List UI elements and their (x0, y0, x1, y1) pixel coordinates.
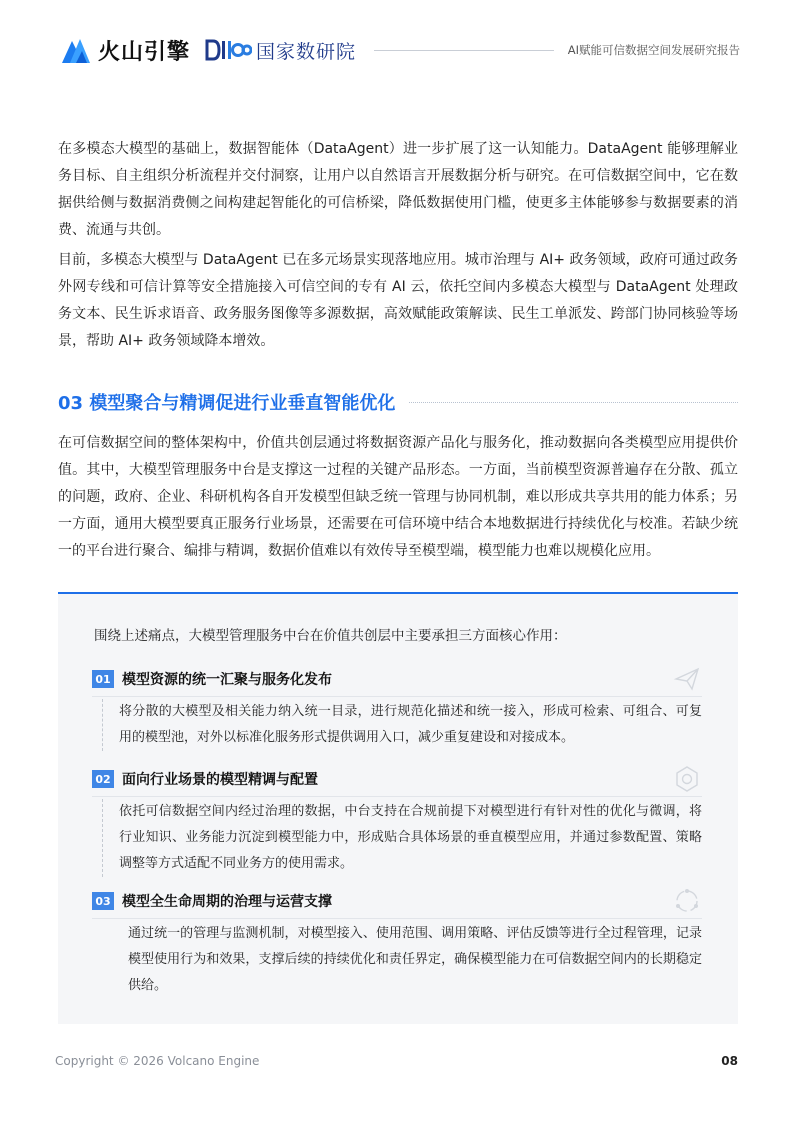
footer-copyright: Copyright © 2026 Volcano Engine (55, 1054, 260, 1068)
page-header (60, 30, 740, 70)
core-role-item (92, 668, 702, 751)
core-role-header (92, 890, 702, 912)
item-number-badge: 01 (92, 670, 114, 688)
core-role-header (92, 668, 702, 690)
core-roles-callout (58, 592, 738, 1024)
volcano-engine-wordmark: 火山引擎 (98, 39, 191, 65)
digital-institute-wordmark: 国家数研院 (256, 40, 357, 63)
item-number-badge: 03 (92, 892, 114, 910)
item-title: 模型全生命周期的治理与运营支撑 (122, 894, 332, 910)
volcano-mountain-icon (60, 35, 92, 65)
report-title: AI赋能可信数据空间发展研究报告 (567, 43, 740, 57)
paragraph-applications: 目前，多模态大模型与 DataAgent 已在多元场景实现落地应用。城市治理与 AI+ 政务领域，政府可通过政务外网专线和可信计算等安全措施接入可信空间的专有 AI 云，依托空间内多模态大模型与 DataAgent 处理政务文本、民生诉求语音、政务服务图像等多源数据，高效赋能政策解读、民生工单派发、跨部门协同核验等场景，帮助 AI+ 政务领域降本增效。 (58, 252, 738, 349)
item-body: 通过统一的管理与监测机制，对模型接入、使用范围、调用策略、评估反馈等进行全过程管理，记录模型使用行为和效果，支撑后续的持续优化和责任界定，确保模型能力在可信数据空间内的长期稳定供给。 (128, 926, 702, 993)
volcano-engine-logo (60, 35, 190, 66)
item-body: 依托可信数据空间内经过治理的数据，中台支持在合规前提下对模型进行有针对性的优化与微调，将行业知识、业务能力沉淀到模型能力中，形成贴合具体场景的垂直模型应用，并通过参数配置、策略调整等方式适配不同业务方的使用需求。 (102, 799, 702, 877)
paragraph-value-layer: 在可信数据空间的整体架构中，价值共创层通过将数据资源产品化与服务化，推动数据向各类模型应用提供价值。其中，大模型管理服务中台是支撑这一过程的关键产品形态。一方面，当前模型资源普遍存在分散、孤立的问题，政府、企业、科研机构各自开发模型但缺乏统一管理与协同机制，难以形成共享共用的能力体系；另一方面，通用大模型要真正服务行业场景，还需要在可信环境中结合本地数据进行持续优化与校准。若缺少统一的平台进行聚合、编排与精调，数据价值难以有效传导至模型端，模型能力也难以规模化应用。 (58, 435, 738, 559)
section-title: 03 模型聚合与精调促进行业垂直智能优化 (58, 393, 396, 414)
core-role-header (92, 768, 702, 790)
item-title: 模型资源的统一汇聚与服务化发布 (122, 672, 332, 688)
section-title-rule (409, 402, 738, 403)
item-title: 面向行业场景的模型精调与配置 (122, 772, 318, 788)
paragraph-dataagent: 在多模态大模型的基础上，数据智能体（DataAgent）进一步扩展了这一认知能力。DataAgent 能够理解业务目标、自主组织分析流程并交付洞察，让用户以自然语言开展数据分析与研究。在可信数据空间中，它在数据供给侧与数据消费侧之间构建起智能化的可信桥梁，降低数据使用门槛，使更多主体能够参与数据要素的消费、流通与共创。 (58, 141, 738, 238)
section-heading (58, 389, 738, 415)
item-divider (92, 796, 702, 797)
callout-intro: 围绕上述痛点，大模型管理服务中台在价值共创层中主要承担三方面核心作用： (94, 628, 567, 644)
cycle-icon (672, 886, 702, 916)
paper-plane-icon (672, 664, 702, 694)
header-divider (374, 50, 554, 51)
page-number: 08 (721, 1054, 738, 1068)
item-divider (92, 696, 702, 697)
core-role-item (92, 890, 702, 999)
item-body: 将分散的大模型及相关能力纳入统一目录，进行规范化描述和统一接入，形成可检索、可组合、可复用的模型池，对外以标准化服务形式提供调用入口，减少重复建设和对接成本。 (102, 699, 702, 751)
core-role-item (92, 768, 702, 877)
gear-icon (672, 764, 702, 794)
item-divider (92, 918, 702, 919)
item-number-badge: 02 (92, 770, 114, 788)
di100-logo-icon (204, 37, 252, 63)
digital-institute-logo (204, 37, 356, 64)
